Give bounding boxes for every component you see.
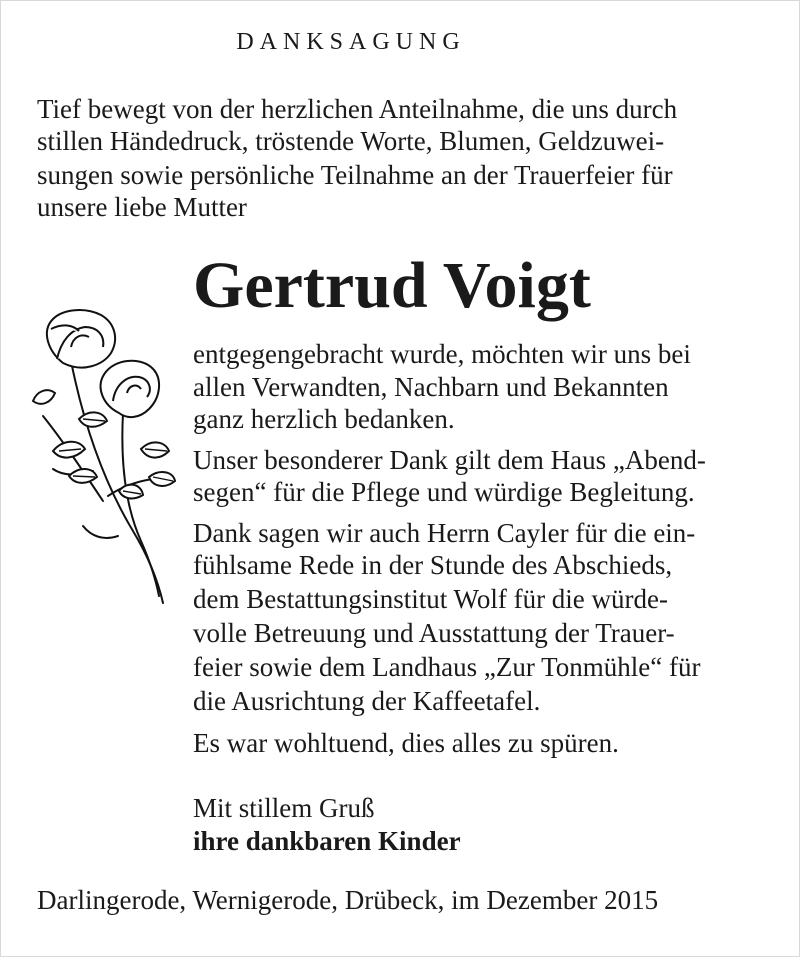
body-line: entgegengebracht wurde, möchten wir uns bei [193,339,691,369]
body-line: segen“ für die Pflege und würdige Begleitung. [193,477,695,507]
rose-illustration-icon [23,301,183,611]
body-line: dem Bestattungsinstitut Wolf für die würde- [193,584,669,614]
body-line: allen Verwandten, Nachbarn und Bekannten [193,372,669,402]
signature: ihre dankbaren Kinder [193,826,461,856]
body-line: feier sowie dem Landhaus „Zur Tonmühle“ für [193,652,701,682]
body-line: die Ausrichtung der Kaffeetafel. [193,686,541,716]
intro-line: Tief bewegt von der herzlichen Anteilnahme, die uns durch [37,94,678,124]
body-line: Es war wohltuend, dies alles zu spüren. [193,728,619,758]
places-and-date: Darlingerode, Wernigerode, Drübeck, im Dezember 2015 [37,885,659,915]
body-line: Dank sagen wir auch Herrn Cayler für die ein- [193,518,696,548]
closing-greeting: Mit stillem Gruß [193,793,375,823]
body-line: volle Betreuung und Ausstattung der Trauer- [193,618,675,648]
intro-line: unsere liebe Mutter [37,192,247,222]
intro-line: sungen sowie persönliche Teilnahme an der Trauerfeier für [37,160,673,190]
body-line: ganz herzlich bedanken. [193,404,455,434]
body-line: fühlsame Rede in der Stunde des Abschieds, [193,550,673,580]
notice-heading: DANKSAGUNG [236,29,466,55]
body-line: Unser besonderer Dank gilt dem Haus „Abend- [193,445,706,475]
deceased-name: Gertrud Voigt [193,249,591,322]
intro-line: stillen Händedruck, tröstende Worte, Blumen, Geldzuwei- [37,126,665,156]
